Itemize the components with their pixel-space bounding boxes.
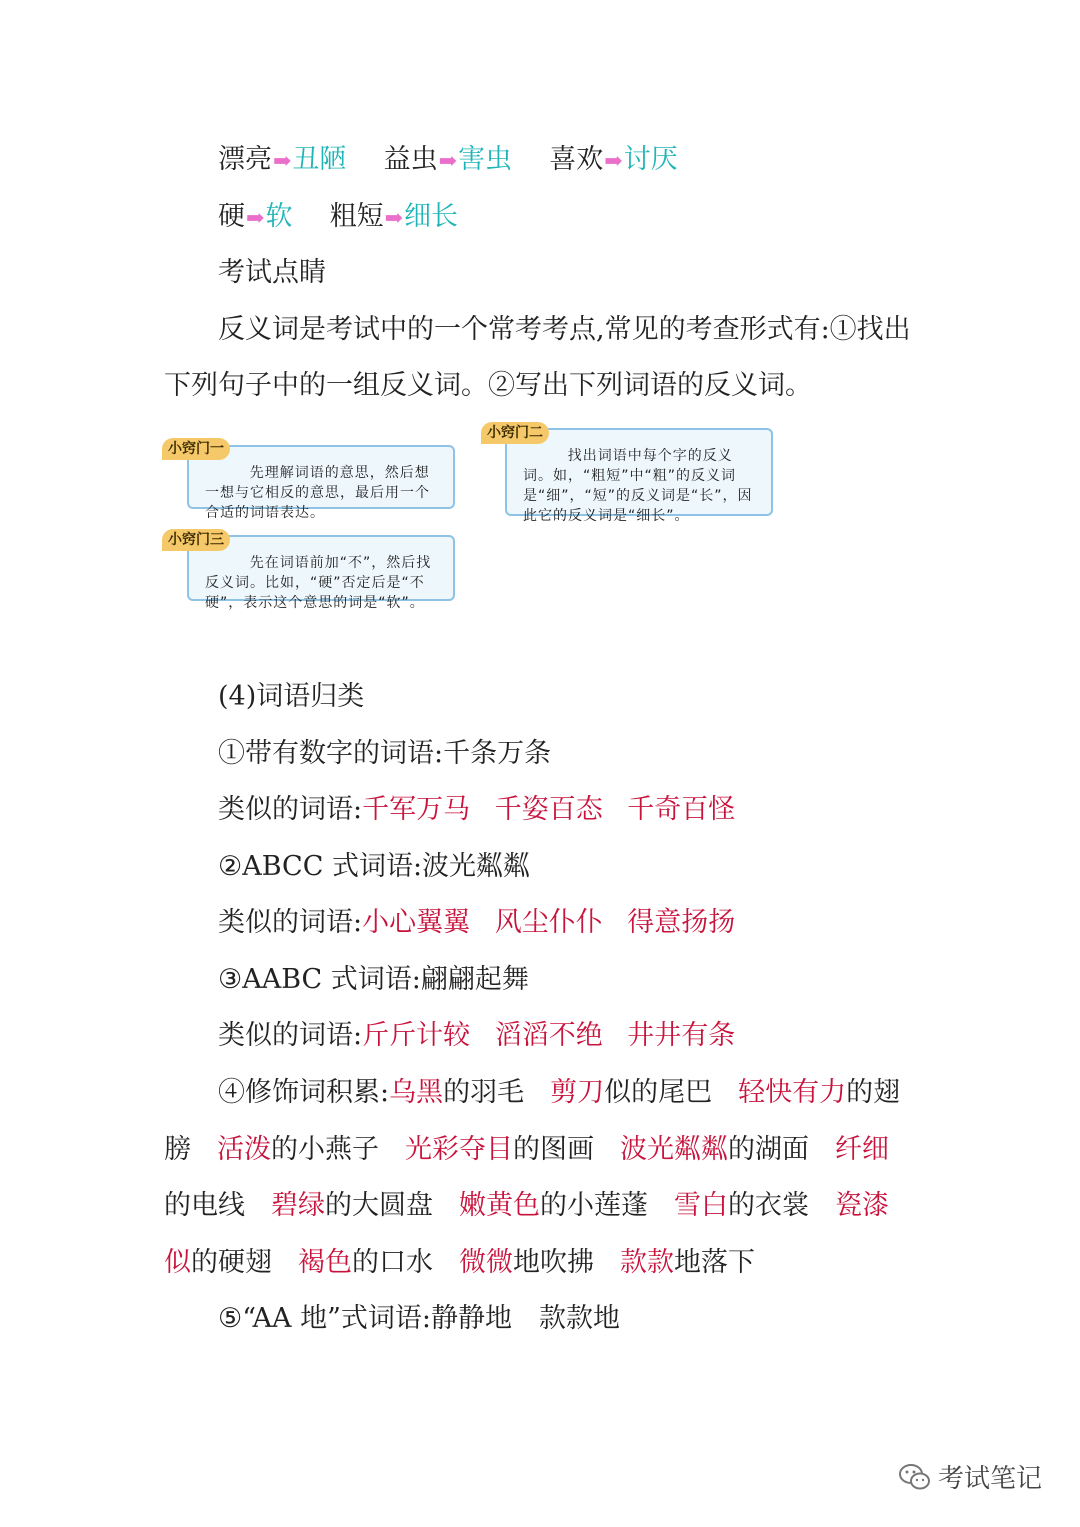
modifier-text: 的硬翅 [191,1247,272,1278]
modifier-word: 乌黑 [389,1077,444,1108]
antonym-word: 漂亮 [218,144,272,175]
classify-heading: (4)词语归类 [218,681,365,712]
antonym-answer: 软 [265,201,293,232]
modifier-line-2 [164,1130,889,1170]
modifier-text: 的图画 [513,1134,594,1165]
similar-words-1 [218,790,735,830]
modifier-label: ④修饰词积累: [218,1077,390,1108]
antonym-word: 益虫 [383,144,438,175]
antonym-word: 喜欢 [549,144,604,175]
modifier-text: 地吹拂 [513,1247,594,1278]
exam-paragraph-line-1: 反义词是考试中的一个常考考点,常见的考查形式有:①找出 [218,314,911,345]
antonym-word: 粗短 [329,201,384,232]
classify-item-3: ③AABC 式词语:翩翩起舞 [218,964,529,995]
similar-word: 得意扬扬 [627,907,736,938]
tip-tag-3: 小窍门三 [162,529,230,551]
modifier-text: 的大圆盘 [325,1190,433,1221]
modifier-word: 活泼 [217,1134,271,1165]
exam-paragraph-line-2: 下列句子中的一组反义词。②写出下列词语的反义词。 [164,370,812,401]
arrow-icon: ➡ [384,206,404,231]
watermark [898,1458,1042,1495]
antonym-answer: 害虫 [458,144,513,175]
classify-item-1: ①带有数字的词语:千条万条 [218,738,552,769]
modifier-text: 的羽毛 [443,1077,525,1108]
tip-text: 找出词语中每个字的反义词。如，“粗短”中“粗”的反义词是“细”，“短”的反义词是“长”，因此它的反义词是“细长”。 [523,448,753,524]
tip-tag-1: 小窍门一 [162,438,230,460]
modifier-word: 轻快有力 [738,1077,847,1108]
arrow-icon: ➡ [604,149,623,174]
similar-word: 斤斤计较 [362,1020,471,1051]
modifier-word: 剪刀 [550,1077,605,1108]
modifier-word: 款款 [620,1247,674,1278]
similar-words-2 [218,903,735,943]
similar-word: 风尘仆仆 [494,907,603,938]
antonym-row-1 [218,140,678,182]
modifier-word: 褐色 [298,1247,352,1278]
modifier-text: 地落下 [674,1247,755,1278]
antonym-word: 硬 [218,201,245,232]
modifier-text: 膀 [164,1134,191,1165]
modifier-word: 光彩夺目 [405,1134,513,1165]
modifier-text: 似的尾巴 [604,1077,713,1108]
tip-text: 先理解词语的意思，然后想一想与它相反的意思，最后用一个合适的词语表达。 [205,465,430,521]
arrow-icon: ➡ [438,149,458,174]
antonym-answer: 丑陋 [292,144,347,175]
modifier-word: 嫩黄色 [459,1190,540,1221]
similar-label: 类似的词语: [218,1020,363,1051]
similar-word: 小心翼翼 [362,907,471,938]
modifier-word: 雪白 [674,1190,728,1221]
modifier-word: 碧绿 [271,1190,325,1221]
classify-item-5: ⑤“AA 地”式词语:静静地 款款地 [218,1303,621,1334]
modifier-line-1 [218,1073,900,1113]
modifier-word: 微微 [459,1247,513,1278]
modifier-word: 波光粼粼 [620,1134,728,1165]
tip-tag-2: 小窍门二 [481,422,549,444]
antonym-answer: 讨厌 [623,144,678,175]
tip-text: 先在词语前加“不”，然后找反义词。比如，“硬”否定后是“不硬”，表示这个意思的词是“软”。 [205,555,432,611]
modifier-text: 的小莲蓬 [540,1190,648,1221]
watermark-text: 考试笔记 [937,1464,1042,1494]
modifier-text: 的小燕子 [271,1134,379,1165]
similar-word: 千姿百态 [494,794,603,825]
modifier-line-4 [164,1243,755,1283]
modifier-text: 的湖面 [728,1134,809,1165]
modifier-word: 瓷漆 [835,1190,889,1221]
wechat-icon [898,1462,932,1492]
modifier-text: 的口水 [352,1247,433,1278]
antonym-answer: 细长 [404,201,459,232]
exam-heading: 考试点睛 [218,257,326,288]
arrow-icon: ➡ [246,206,265,231]
modifier-text: 的电线 [164,1190,245,1221]
classify-item-2: ②ABCC 式词语:波光粼粼 [218,851,531,882]
modifier-phrases [164,1190,889,1221]
similar-words-3 [218,1016,735,1056]
modifier-word: 似 [164,1247,191,1278]
antonym-row-2 [218,197,458,239]
similar-label: 类似的词语: [218,907,363,938]
modifier-text: 的衣裳 [728,1190,809,1221]
arrow-icon: ➡ [273,149,292,174]
similar-label: 类似的词语: [218,794,363,825]
modifier-text: 的翅 [846,1077,901,1108]
modifier-phrases [164,1247,755,1278]
modifier-word: 纤细 [835,1134,889,1165]
similar-word: 井井有条 [627,1020,736,1051]
similar-word: 滔滔不绝 [494,1020,603,1051]
modifier-phrases [389,1077,900,1108]
similar-word: 千奇百怪 [627,794,736,825]
modifier-line-3 [164,1186,889,1226]
similar-word: 千军万马 [362,794,471,825]
modifier-phrases [164,1134,889,1165]
